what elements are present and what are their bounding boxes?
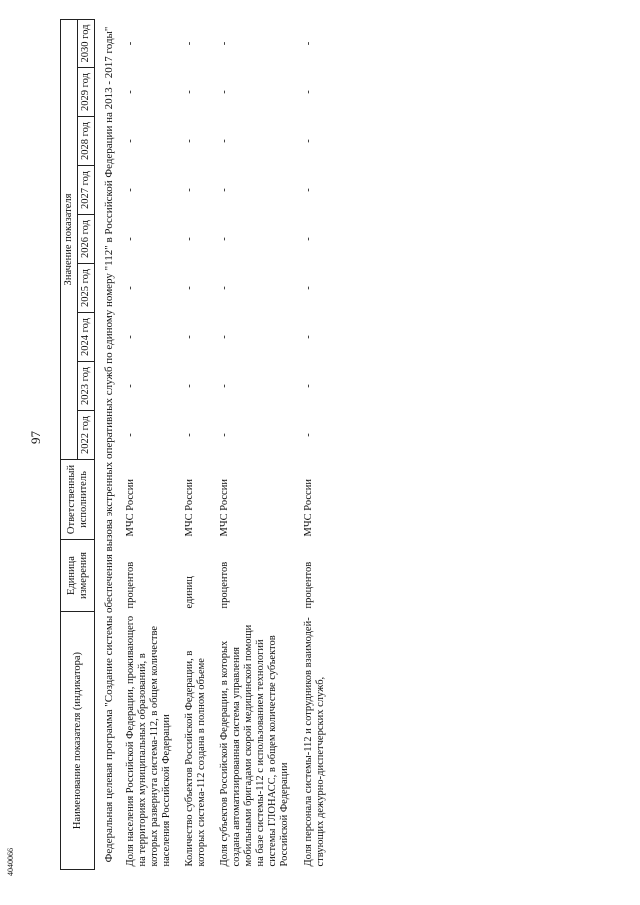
page-number: 97 [28,431,43,444]
indicator-unit: процентов [124,561,136,609]
table-row [122,19,181,869]
value-cell: - [184,384,196,388]
value-cell: - [219,237,231,241]
value-cell: - [124,90,136,94]
program-title: Федеральная целевая программа "Создание системы обеспечения вызова экстренных оперативных служб по единому номеру "112" в Российской Федерации на 2013 - 2017 годы" [103,26,116,863]
value-cell: - [124,139,136,143]
header-year: 2025 год [78,264,95,313]
header-name: Наименование показателя (индикатора) [61,612,95,870]
table-row [181,19,216,869]
value-cell: - [219,188,231,192]
value-cell: - [124,335,136,339]
value-cell: - [124,433,136,437]
indicator-unit: процентов [219,561,231,609]
header-year: 2028 год [78,117,95,166]
header-year: 2026 год [78,215,95,264]
header-year: 2029 год [78,68,95,117]
value-cell: - [219,286,231,290]
value-cell: - [302,188,314,192]
value-cell: - [302,139,314,143]
indicator-executor: МЧС России [219,479,231,537]
header-year: 2022 год [78,411,95,460]
value-cell: - [124,286,136,290]
table-header [61,19,95,869]
value-cell: - [184,188,196,192]
value-cell: - [184,237,196,241]
value-cell: - [302,41,314,46]
indicators-table [60,19,335,870]
table-row [216,19,299,869]
value-cell: - [302,237,314,241]
header-year: 2027 год [78,166,95,215]
value-cell: - [302,286,314,290]
indicator-unit: единиц [184,576,196,609]
value-cell: - [302,384,314,388]
value-cell: - [124,188,136,192]
header-executor: Ответственный исполнитель [61,460,95,540]
indicator-name: Доля субъектов Российской Федерации, в которых создана автоматизированная система управления мобильными бригадами скорой медицинской помощи на базе системы-112 с использованием технологий системы ГЛОНАСС, в общем количестве субъектов Российской Федерации [219,624,291,867]
value-cell: - [219,335,231,339]
document-code: 4040066 [6,848,15,876]
value-cell: - [219,41,231,46]
value-cell: - [219,433,231,437]
header-year: 2024 год [78,313,95,362]
header-values-group: Значение показателя [61,19,78,459]
header-year: 2030 год [78,19,95,67]
indicator-executor: МЧС России [124,479,136,537]
value-cell: - [184,90,196,94]
value-cell: - [124,237,136,241]
indicator-executor: МЧС России [184,479,196,537]
table-body [122,19,335,869]
header-unit: Единица измерения [61,540,95,612]
value-cell: - [302,90,314,94]
indicator-executor: МЧС России [302,479,314,537]
indicator-name: Количество субъектов Российской Федерации, в которых система-112 создана в полном объеме [184,650,208,867]
table-row [300,19,335,869]
indicator-name: Доля персонала системы-112 и сотрудников взаимодей-ствующих дежурно-диспетчерских служб, [302,617,326,867]
value-cell: - [184,139,196,143]
value-cell: - [184,41,196,46]
value-cell: - [219,139,231,143]
value-cell: - [184,335,196,339]
value-cell: - [219,384,231,388]
value-cell: - [302,335,314,339]
value-cell: - [184,433,196,437]
value-cell: - [219,90,231,94]
value-cell: - [124,41,136,46]
header-year: 2023 год [78,362,95,411]
indicator-name: Доля населения Российской Федерации, проживающего на территориях муниципальных образований, в которых развернута система-112, в общем количестве населения Российской Федерации [124,615,172,867]
indicator-unit: процентов [302,561,314,609]
indicators-table-page [60,20,600,870]
value-cell: - [302,433,314,437]
value-cell: - [124,384,136,388]
value-cell: - [184,286,196,290]
